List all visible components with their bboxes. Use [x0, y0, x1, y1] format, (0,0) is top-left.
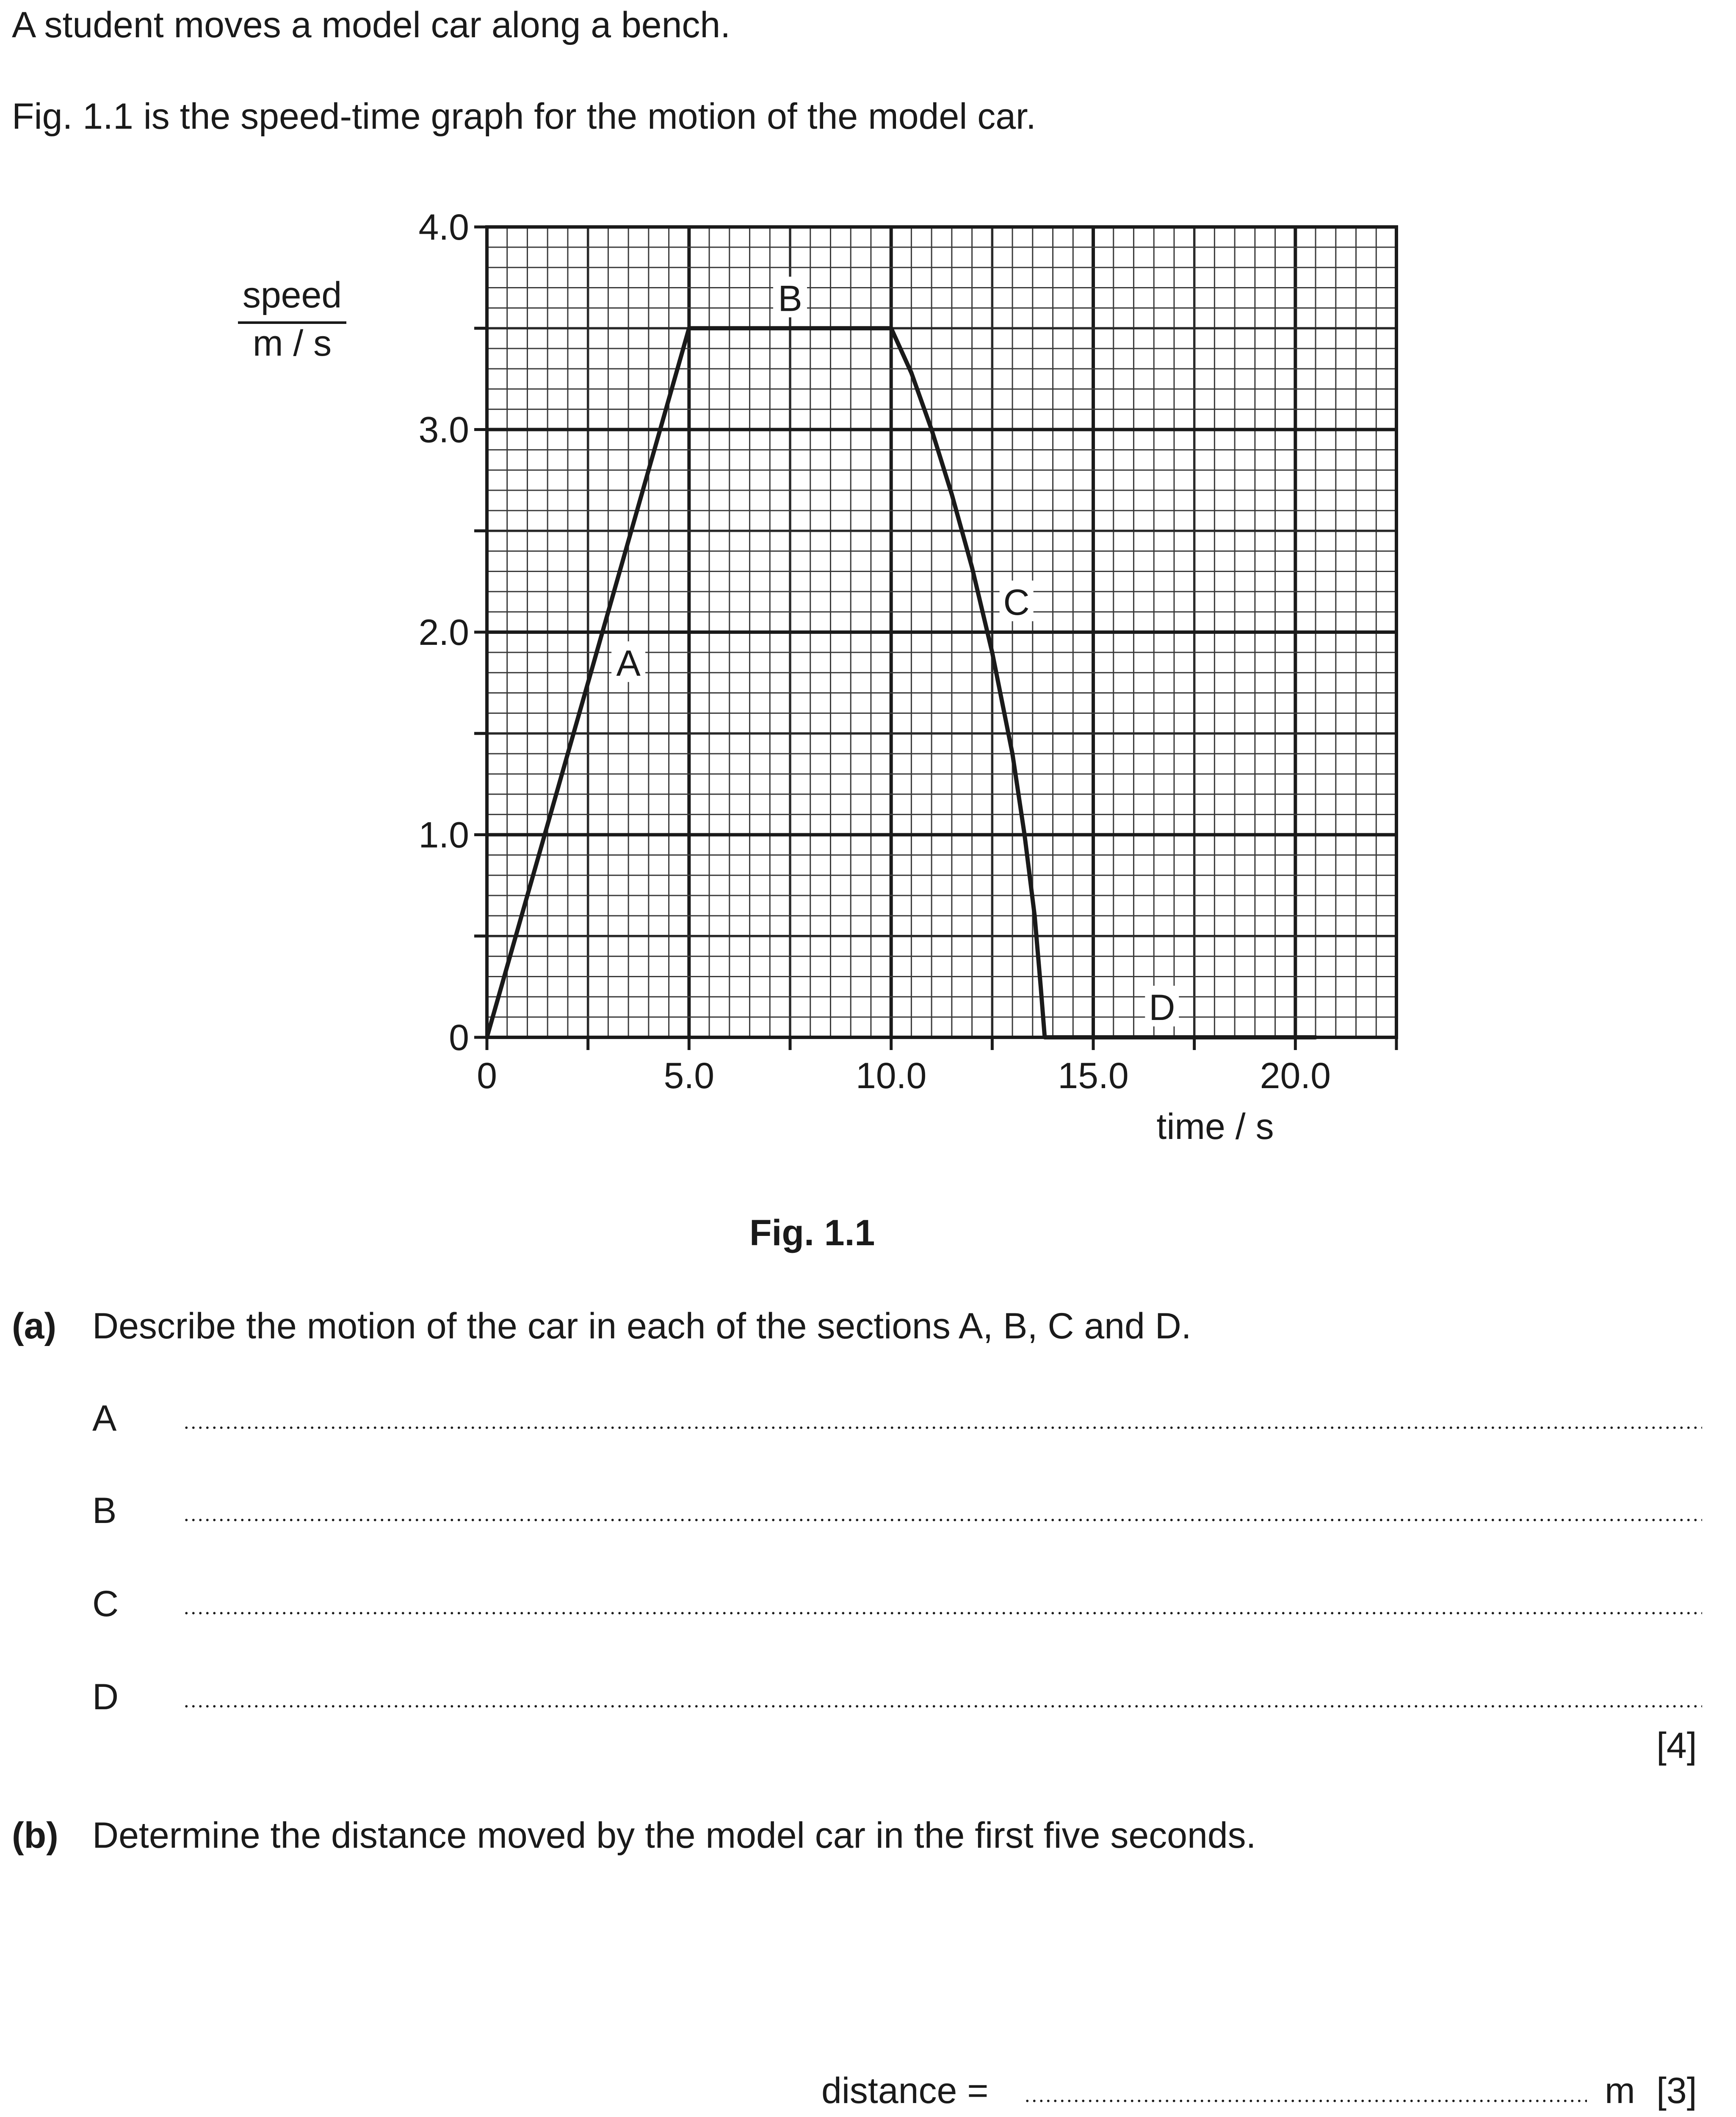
- answer-line-c[interactable]: [183, 1611, 1702, 1615]
- section-label-a: A: [616, 643, 641, 684]
- part-b-question: Determine the distance moved by the model car in the first five seconds.: [92, 1815, 1256, 1856]
- section-label-c: C: [1003, 582, 1030, 623]
- x-tick-label: 10.0: [855, 1056, 927, 1096]
- distance-answer-label: distance =: [821, 2070, 989, 2111]
- distance-unit: m: [1605, 2070, 1635, 2111]
- y-axis-label: speed: [242, 275, 342, 315]
- part-b-label: (b): [12, 1815, 58, 1856]
- answer-row-label-d: D: [92, 1677, 119, 1717]
- intro-line-1: A student moves a model car along a bench.: [12, 5, 731, 45]
- y-tick-label: 1.0: [418, 815, 469, 856]
- y-tick-label: 3.0: [418, 409, 469, 450]
- x-tick-label: 0: [477, 1056, 497, 1096]
- section-label-d: D: [1149, 987, 1175, 1028]
- answer-line-d[interactable]: [183, 1704, 1702, 1708]
- part-a-question: Describe the motion of the car in each of the sections A, B, C and D.: [92, 1306, 1191, 1346]
- answer-row-label-b: B: [92, 1490, 117, 1531]
- figure-caption: Fig. 1.1: [749, 1213, 875, 1253]
- y-axis-unit: m / s: [252, 323, 332, 364]
- y-tick-label: 0: [449, 1017, 469, 1058]
- x-tick-label: 5.0: [663, 1056, 715, 1096]
- distance-answer-line[interactable]: [1024, 2099, 1587, 2103]
- answer-row-label-a: A: [92, 1398, 117, 1439]
- x-tick-label: 15.0: [1058, 1056, 1129, 1096]
- part-a-label: (a): [12, 1306, 57, 1346]
- x-tick-label: 20.0: [1260, 1056, 1331, 1096]
- part-a-marks: [4]: [1656, 1725, 1697, 1766]
- x-axis-label: time / s: [1156, 1106, 1274, 1147]
- y-tick-label: 4.0: [418, 207, 469, 248]
- answer-line-b[interactable]: [183, 1518, 1702, 1522]
- y-tick-label: 2.0: [418, 612, 469, 653]
- section-label-b: B: [778, 278, 802, 319]
- answer-row-label-c: C: [92, 1584, 119, 1624]
- answer-line-a[interactable]: [183, 1426, 1702, 1430]
- part-b-marks: [3]: [1656, 2070, 1697, 2111]
- intro-line-2: Fig. 1.1 is the speed-time graph for the motion of the model car.: [12, 96, 1036, 137]
